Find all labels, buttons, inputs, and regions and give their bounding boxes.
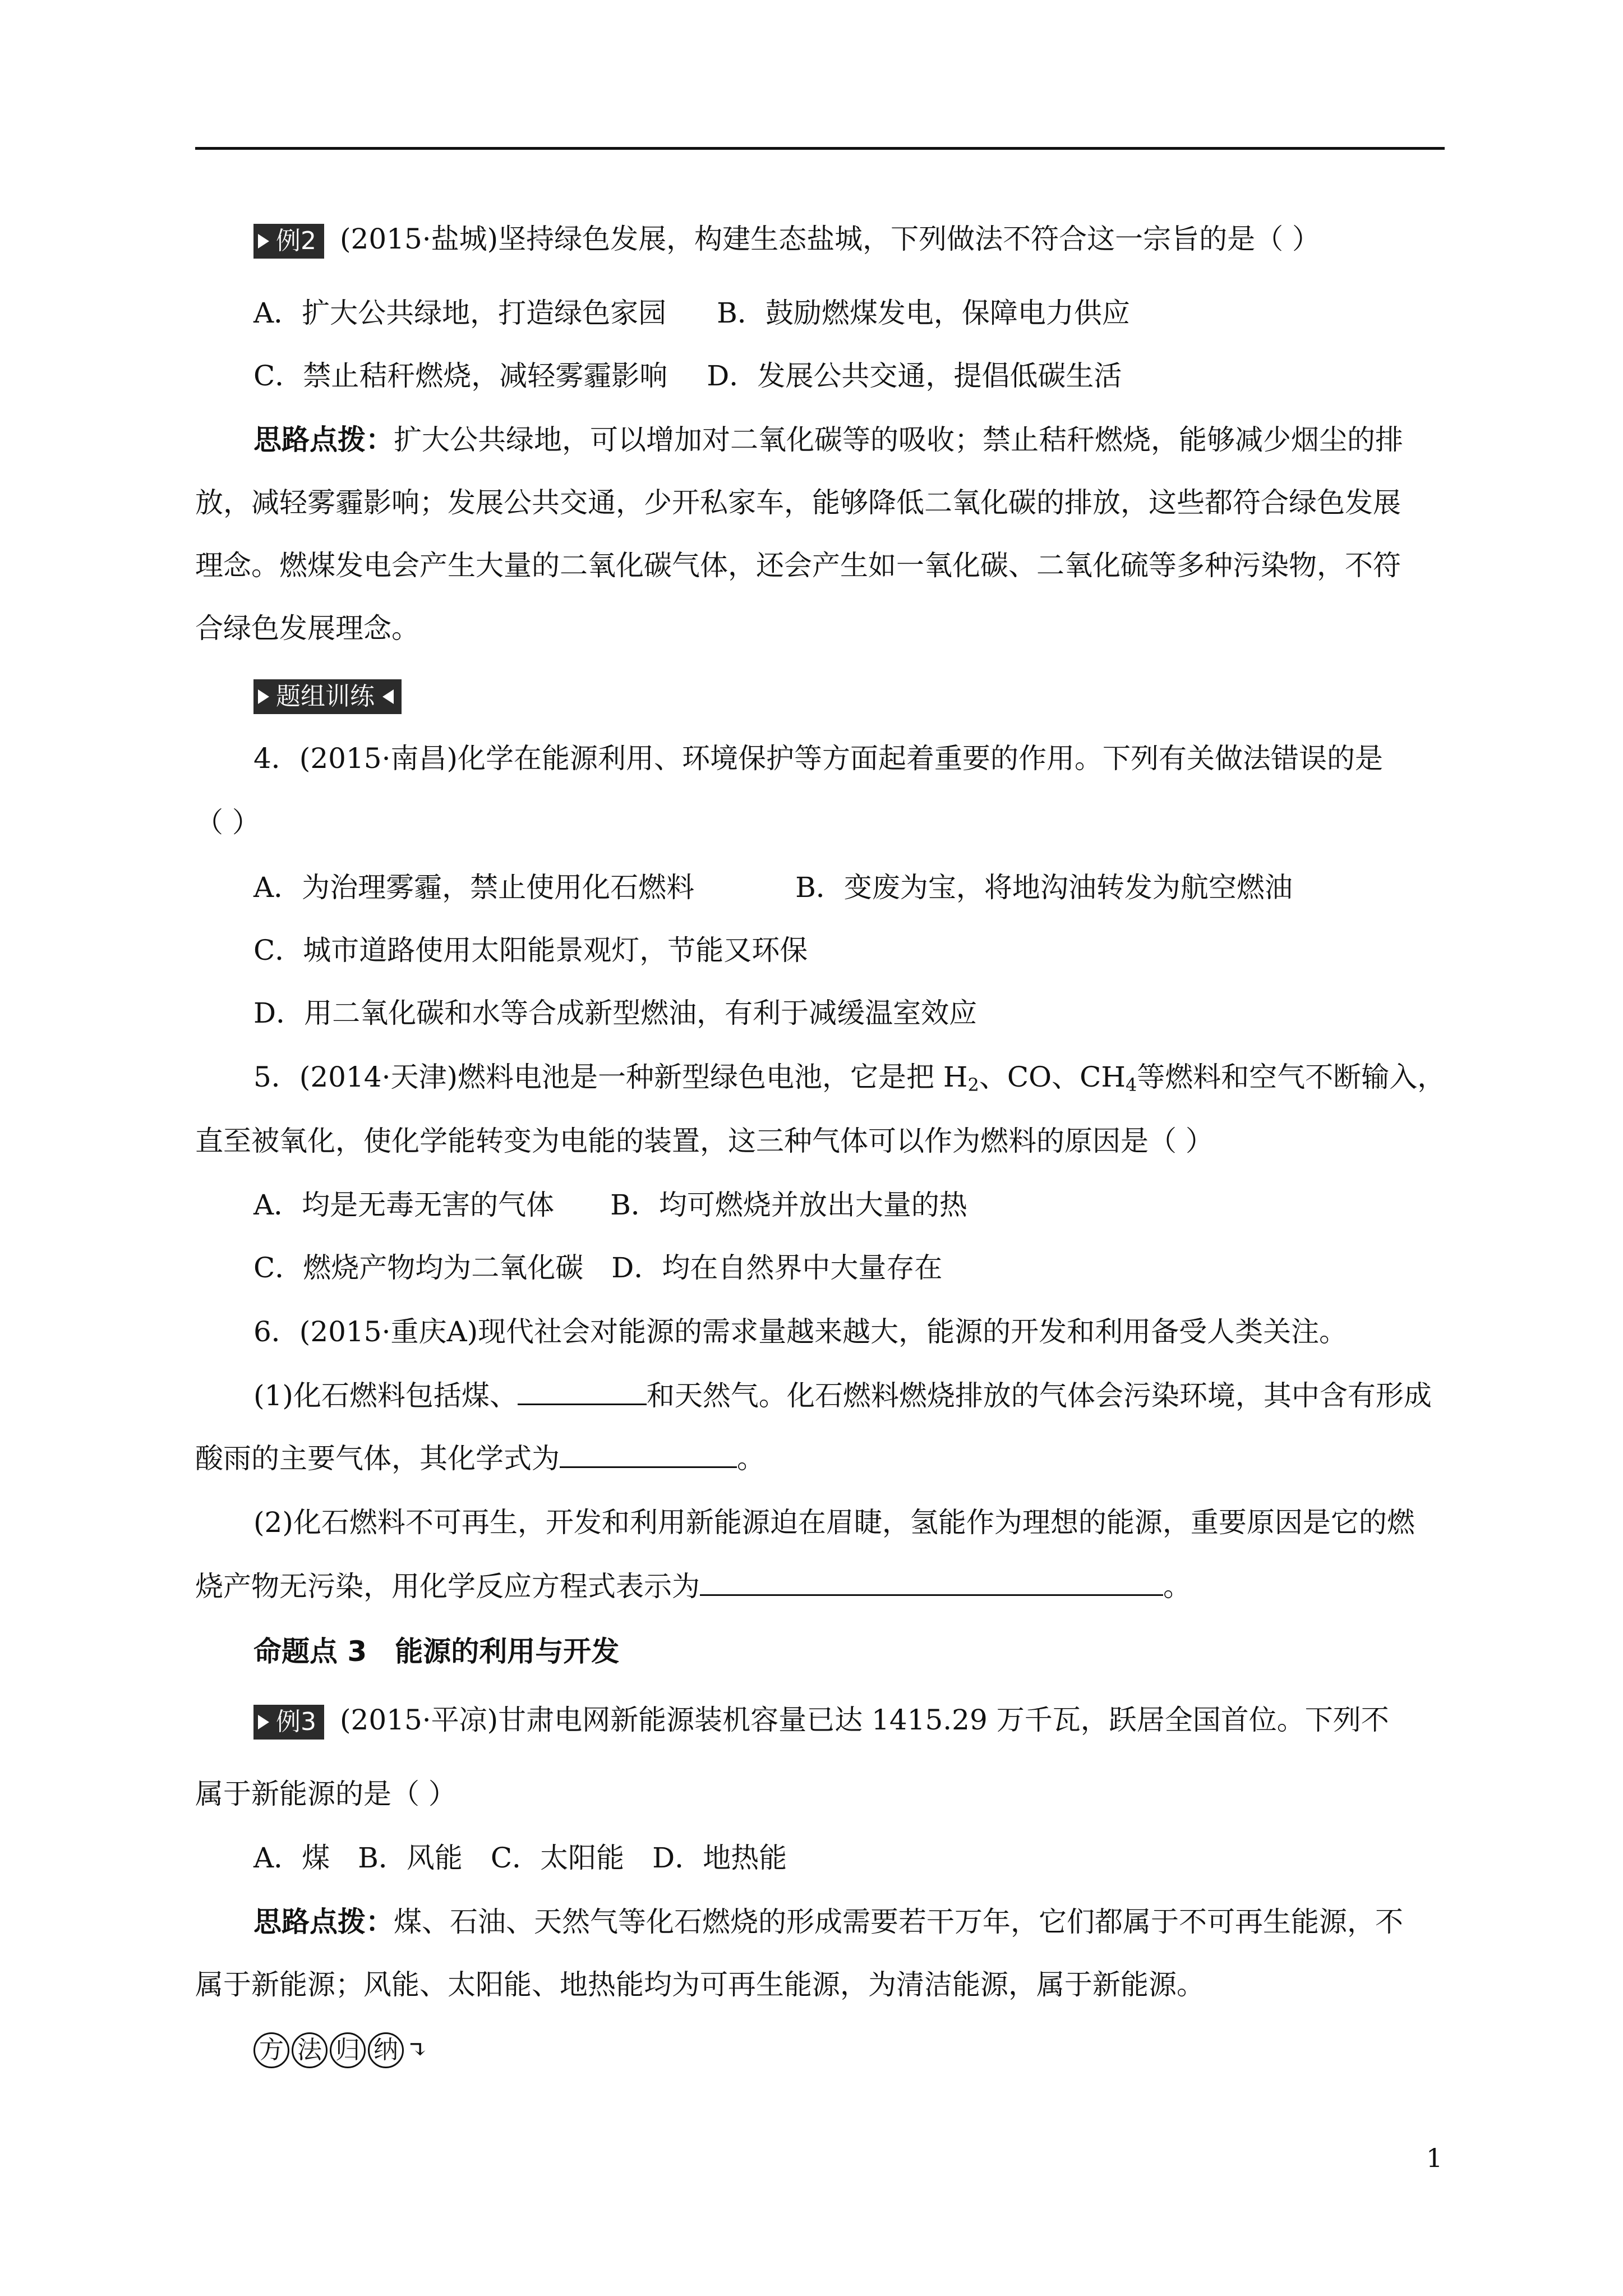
q4-option-c: C．城市道路使用太阳能景观灯，节能又环保	[253, 934, 808, 967]
q5-option-b: B．均可燃烧并放出大量的热	[610, 1189, 967, 1221]
q6-part2-text-a: 烧产物无污染，用化学反应方程式表示为	[195, 1570, 700, 1603]
example2-options-cd	[253, 359, 1122, 393]
example2-option-a: A．扩大公共绿地，打造绿色家园	[253, 297, 667, 329]
example2-question: (2015·盐城)坚持绿色发展，构建生态盐城，下列做法不符合这一宗旨的是（ ）	[340, 223, 1321, 255]
q5-options-cd	[253, 1251, 942, 1285]
example3-line2: 属于新能源的是（ ）	[195, 1778, 457, 1810]
example3-options: A．煤 B．风能 C．太阳能 D．地热能	[253, 1842, 787, 1874]
q5-line2: 直至被氧化，使化学能转变为电能的装置，这三种气体可以作为燃料的原因是（ ）	[195, 1125, 1214, 1157]
triangle-left-icon	[382, 689, 394, 704]
example2-option-b: B．鼓励燃煤发电，保障电力供应	[717, 297, 1130, 329]
method-char-3: 归	[330, 2032, 366, 2068]
q5-option-a: A．均是无毒无害的气体	[253, 1189, 555, 1221]
q4-option-d: D．用二氧化碳和水等合成新型燃油，有利于减缓温室效应	[253, 997, 978, 1029]
q6-part1-line1	[253, 1379, 1432, 1412]
answer-blank-2[interactable]	[560, 1442, 737, 1468]
example3-hint-line2: 属于新能源；风能、太阳能、地热能均为可再生能源，为清洁能源，属于新能源。	[195, 1968, 1205, 2001]
q5-options-ab	[253, 1188, 967, 1222]
example2-option-c: C．禁止秸秆燃烧，减轻雾霾影响	[253, 360, 668, 392]
example2-hint-line2: 放，减轻雾霾影响；发展公共交通，少开私家车，能够降低二氧化碳的排放，这些都符合绿色发展	[195, 486, 1401, 519]
method-char-1: 方	[253, 2032, 289, 2068]
q5-option-d: D．均在自然界中大量存在	[611, 1251, 943, 1284]
example2-hint-line3: 理念。燃煤发电会产生大量的二氧化碳气体，还会产生如一氧化碳、二氧化硫等多种污染物，不符	[195, 549, 1401, 582]
q6-part1-text-d: 。	[737, 1442, 765, 1475]
group-training-badge: 题组训练	[253, 679, 402, 714]
subscript-2: 2	[967, 1074, 979, 1096]
method-char-4: 纳	[368, 2032, 404, 2068]
q6-part2-text-b: 。	[1163, 1570, 1191, 1603]
example2-hint-line1	[253, 423, 1403, 457]
q5-line1-c: 等燃料和空气不断输入，	[1137, 1061, 1446, 1093]
q6-part1-text-a: (1)化石燃料包括煤、	[253, 1379, 518, 1412]
example2-badge: 例2	[253, 224, 324, 259]
example3-line1	[253, 1703, 1389, 1740]
answer-blank-3[interactable]	[700, 1570, 1163, 1596]
example3-question: (2015·平凉)甘肃电网新能源装机容量已达 1415.29 万千瓦，跃居全国首位。下列不	[340, 1704, 1389, 1736]
triangle-right-icon	[258, 234, 269, 249]
method-summary-heading	[253, 2032, 428, 2068]
example3-hint-line1	[253, 1905, 1403, 1939]
section3-title: 命题点 3 能源的利用与开发	[253, 1635, 620, 1668]
answer-blank-1[interactable]	[518, 1379, 647, 1405]
q5-line1-b: 、CO、CH	[979, 1061, 1126, 1093]
example3-hint-label: 思路点拨：	[253, 1906, 394, 1938]
page-number: 1	[1426, 2143, 1443, 2173]
example2-hint-text1: 扩大公共绿地，可以增加对二氧化碳等的吸收；禁止秸秆燃烧，能够减少烟尘的排	[394, 424, 1403, 456]
q6-line1: 6．(2015·重庆A)现代社会对能源的需求量越来越大，能源的开发和利用备受人类关注。	[253, 1315, 1348, 1348]
corner-arrow-icon: ↴	[407, 2036, 428, 2064]
q5-line1	[253, 1060, 1445, 1102]
q6-part1-text-c: 酸雨的主要气体，其化学式为	[195, 1442, 560, 1475]
q4-line1: 4．(2015·南昌)化学在能源利用、环境保护等方面起着重要的作用。下列有关做法错误的是	[253, 742, 1383, 775]
q6-part1-text-b: 和天然气。化石燃料燃烧排放的气体会污染环境，其中含有形成	[646, 1379, 1432, 1412]
q5-option-c: C．燃烧产物均为二氧化碳	[253, 1251, 584, 1284]
header-rule	[195, 147, 1445, 150]
example2-hint-line4: 合绿色发展理念。	[195, 612, 419, 645]
q4-option-a: A．为治理雾霾，禁止使用化石燃料	[253, 871, 695, 904]
q4-options-ab	[253, 871, 1293, 904]
q4-option-b: B．变废为宝，将地沟油转发为航空燃油	[795, 871, 1293, 904]
q5-line1-a: 5．(2014·天津)燃料电池是一种新型绿色电池，它是把 H	[253, 1061, 968, 1093]
example2-options-ab	[253, 296, 1130, 330]
example2-question-line	[253, 222, 1320, 259]
q6-part2-line1: (2)化石燃料不可再生，开发和利用新能源迫在眉睫，氢能作为理想的能源，重要原因是它的燃	[253, 1506, 1415, 1539]
q6-part2-line2	[195, 1570, 1191, 1603]
triangle-right-icon	[258, 1715, 269, 1729]
example3-hint-text1: 煤、石油、天然气等化石燃烧的形成需要若干万年，它们都属于不可再生能源，不	[394, 1906, 1403, 1938]
group-training-heading	[253, 678, 417, 714]
triangle-right-icon	[258, 689, 269, 704]
example2-option-d: D．发展公共交通，提倡低碳生活	[707, 360, 1122, 392]
q4-line2: （ ）	[195, 806, 260, 839]
example3-badge: 例3	[253, 1705, 324, 1740]
subscript-4: 4	[1125, 1074, 1137, 1096]
method-char-2: 法	[292, 2032, 328, 2068]
example2-hint-label: 思路点拨：	[253, 424, 394, 456]
q6-part1-line2	[195, 1442, 765, 1475]
